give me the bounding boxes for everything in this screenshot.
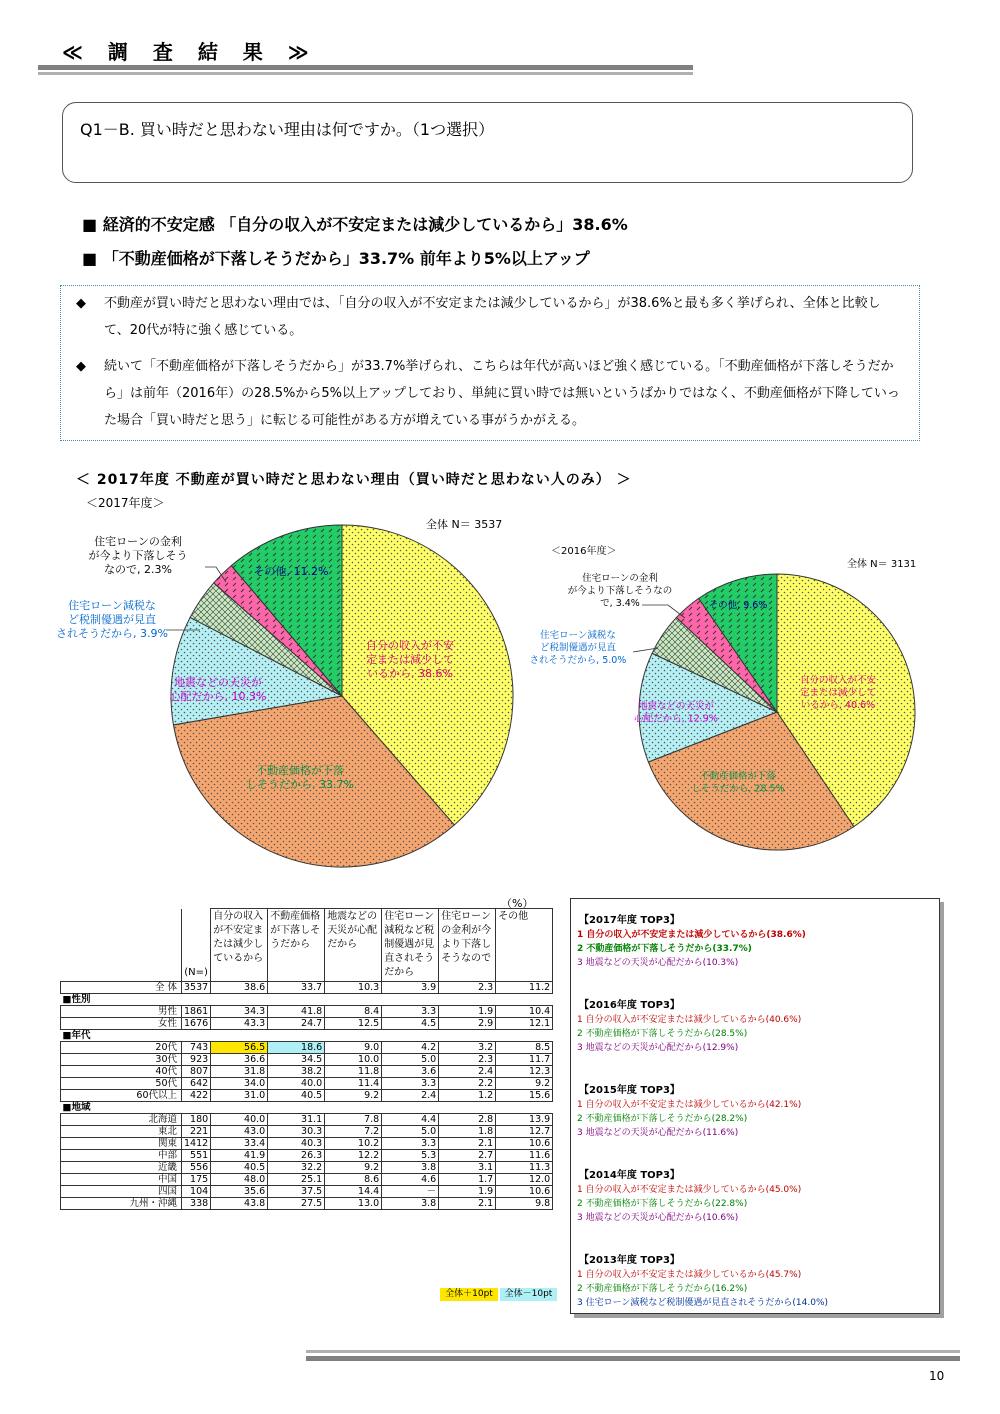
row-label: 関東 [61,1138,182,1150]
row-n: 743 [182,1042,211,1054]
table-cell: 31.8 [211,1066,268,1078]
summary-bullet-text: 続いて「不動産価格が下落しそうだから」が33.7%挙げられ、こちらは年代が高いほど強く感じている。「不動産価格が下落しそうだから」は前年（2016年）の28.5%から5%以上アップしており、単純に買い時では無いというばかりではなく、不動産価格が下降していった場合「買い時だと思う」に転じる可能性がある方が増えている事がうかがえる。 [104,359,900,428]
table-cell: 9.2 [325,1090,382,1102]
table-cell: 25.1 [268,1174,325,1186]
row-label: 近畿 [61,1162,182,1174]
table-cell: 8.5 [496,1042,553,1054]
table-row [61,982,553,994]
table-cell: 34.0 [211,1078,268,1090]
row-n: 338 [182,1198,211,1210]
top3-year-heading: 【2014年度 TOP3】 [579,1170,680,1181]
table-cell: 40.5 [211,1162,268,1174]
col-header: 不動産価格が下落しそうだから [268,909,325,982]
table-cell: 1.8 [439,1126,496,1138]
pie-slice-label: 地震などの天災が心配だから, 10.3% [169,676,267,703]
table-cell: 1.2 [439,1090,496,1102]
table-cell: 9.2 [325,1162,382,1174]
table-cell: 12.0 [496,1174,553,1186]
table-unit: （%） [501,897,534,910]
top3-item: 1 自分の収入が不安定または減少しているから(38.6%) [577,930,806,940]
table-section-row [61,994,553,1006]
top3-item: 1 自分の収入が不安定または減少しているから(42.1%) [577,1100,802,1110]
table-cell: 11.4 [325,1078,382,1090]
top3-year-heading: 【2013年度 TOP3】 [579,1255,680,1266]
top3-year-heading: 【2017年度 TOP3】 [579,915,680,926]
table-cell: 40.5 [268,1090,325,1102]
row-n: 3537 [182,982,211,994]
headline-1: ■ 経済的不安定感 「自分の収入が不安定または減少しているから」38.6% [82,215,628,234]
table-row [61,1186,553,1198]
diamond-bullet-icon: ◆ [76,296,86,311]
top3-item: 3 地震などの天災が心配だから(10.3%) [577,958,739,968]
table-cell: 11.6 [496,1150,553,1162]
table-cell: 24.7 [268,1018,325,1030]
table-cell: 3.2 [439,1042,496,1054]
top3-history-box [570,898,940,1314]
table-section-label: ■年代 [61,1030,553,1042]
table-cell: 10.6 [496,1186,553,1198]
table-cell: 11.8 [325,1066,382,1078]
n-header: (N=) [182,909,211,982]
table-cell: 18.6 [268,1042,325,1054]
pie-slice-label: その他, 9.6% [708,600,768,611]
col-header: 住宅ローンの金利が今より下落しそうなので [439,909,496,982]
row-n: 551 [182,1150,211,1162]
table-cell: 35.6 [211,1186,268,1198]
top3-item: 2 不動産価格が下落しそうだから(22.8%) [577,1199,748,1209]
table-cell: 4.4 [382,1114,439,1126]
table-cell: 14.4 [325,1186,382,1198]
table-cell: 2.1 [439,1198,496,1210]
row-label: 全 体 [61,982,182,994]
table-row [61,1066,553,1078]
footer-rule-light [306,1350,960,1353]
table-section-label: ■性別 [61,994,553,1006]
diamond-bullet-icon: ◆ [76,359,86,374]
table-cell: 11.2 [496,982,553,994]
table-cell: 9.0 [325,1042,382,1054]
table-cell: 10.3 [325,982,382,994]
row-label: 四国 [61,1186,182,1198]
row-n: 180 [182,1114,211,1126]
table-cell: 7.8 [325,1114,382,1126]
col-header: その他 [496,909,553,982]
table-cell: 33.7 [268,982,325,994]
table-row [61,1174,553,1186]
table-cell: 56.5 [211,1042,268,1054]
table-row [61,1198,553,1210]
pie-slice-label: 住宅ローンの金利が今より下落しそうなので, 3.4% [567,573,673,609]
table-cell: 11.7 [496,1054,553,1066]
table-cell: 2.4 [382,1090,439,1102]
row-n: 221 [182,1126,211,1138]
page-header-title: ≪ 調 査 結 果 ≫ [62,40,318,64]
table-cell: 1.7 [439,1174,496,1186]
row-n: 1861 [182,1006,211,1018]
row-n: 1676 [182,1018,211,1030]
table-cell: 3.9 [382,982,439,994]
table-cell: 26.3 [268,1150,325,1162]
legend-low: 全体－10pt [500,1288,557,1301]
table-cell: 4.2 [382,1042,439,1054]
pie-chart-2016 [530,572,915,850]
results-table [60,908,553,1210]
table-cell: 2.9 [439,1018,496,1030]
pie-slice-label: その他, 11.2% [253,565,329,578]
pie-2017-subtitle: ＜2017年度＞ [86,496,165,510]
table-header-row [61,909,553,982]
top3-item: 2 不動産価格が下落しそうだから(33.7%) [577,944,752,954]
table-cell: 7.2 [325,1126,382,1138]
table-cell: 15.6 [496,1090,553,1102]
page-number: 10 [929,1369,945,1383]
pie-slice-label: 住宅ローンの金利が今より下落しそうなので, 2.3% [88,535,188,576]
table-cell: 8.4 [325,1006,382,1018]
table-cell: 32.2 [268,1162,325,1174]
top3-item: 1 自分の収入が不安定または減少しているから(40.6%) [577,1015,802,1025]
top3-item: 3 住宅ローン減税など税制優遇が見直されそうだから(14.0%) [577,1298,829,1308]
row-label: 東北 [61,1126,182,1138]
table-cell: 10.4 [496,1006,553,1018]
table-cell: 33.4 [211,1138,268,1150]
table-section-row [61,1102,553,1114]
row-n: 923 [182,1054,211,1066]
row-label: 50代 [61,1078,182,1090]
table-cell: 3.8 [382,1162,439,1174]
table-cell: 1.9 [439,1186,496,1198]
table-cell: 11.3 [496,1162,553,1174]
table-cell: 30.3 [268,1126,325,1138]
table-cell: 5.0 [382,1054,439,1066]
table-section-row [61,1030,553,1042]
pie-slice-label: 不動産価格が下落しそうだから, 33.7% [246,764,354,791]
table-section-label: ■地域 [61,1102,553,1114]
table-cell: 31.0 [211,1090,268,1102]
table-cell: 10.0 [325,1054,382,1066]
row-label: 中国 [61,1174,182,1186]
pie-slice-label: 住宅ローン減税など税制優遇が見直されそうだから, 5.0% [529,630,627,666]
table-cell: 40.0 [211,1114,268,1126]
question-text: Q1－B. 買い時だと思わない理由は何ですか。（1つ選択） [80,120,495,139]
legend-high: 全体＋10pt [440,1288,498,1301]
row-n: 175 [182,1174,211,1186]
table-cell: 2.3 [439,1054,496,1066]
top3-item: 1 自分の収入が不安定または減少しているから(45.7%) [577,1270,802,1280]
table-cell: 36.6 [211,1054,268,1066]
top3-item: 2 不動産価格が下落しそうだから(16.2%) [577,1284,748,1294]
top3-item: 2 不動産価格が下落しそうだから(28.2%) [577,1114,748,1124]
table-cell: 2.8 [439,1114,496,1126]
table-corner [61,909,182,982]
row-n: 422 [182,1090,211,1102]
table-cell: 9.8 [496,1198,553,1210]
table-cell: 9.2 [496,1078,553,1090]
table-cell: 3.3 [382,1078,439,1090]
table-cell: 3.1 [439,1162,496,1174]
table-cell: 38.2 [268,1066,325,1078]
top3-item: 2 不動産価格が下落しそうだから(28.5%) [577,1029,748,1039]
table-row [61,1042,553,1054]
table-cell: 4.5 [382,1018,439,1030]
table-cell: 2.7 [439,1150,496,1162]
table-cell: 43.8 [211,1198,268,1210]
table-cell: 10.6 [496,1138,553,1150]
table-cell: 12.5 [325,1018,382,1030]
table-cell: 5.0 [382,1126,439,1138]
top3-item: 1 自分の収入が不安定または減少しているから(45.0%) [577,1185,802,1195]
chart-section-title: ＜ 2017年度 不動産が買い時だと思わない理由（買い時だと思わない人のみ） ＞ [76,472,632,488]
table-cell: 38.6 [211,982,268,994]
summary-bullet-text: 不動産が買い時だと思わない理由では、「自分の収入が不安定または減少しているから」が38.6%と最も多く挙げられ、全体と比較して、20代が特に強く感じている。 [104,296,881,338]
table-cell: 4.6 [382,1174,439,1186]
table-cell: 27.5 [268,1198,325,1210]
table-cell: 1.9 [439,1006,496,1018]
table-cell: 12.1 [496,1018,553,1030]
table-cell: 5.3 [382,1150,439,1162]
table-row [61,1078,553,1090]
pie-slice-label: 自分の収入が不安定または減少しているから, 40.6% [799,675,877,711]
pie-slice-label: 住宅ローン減税など税制優遇が見直されそうだから, 3.9% [56,599,168,640]
table-cell: 2.3 [439,982,496,994]
table-cell: 3.3 [382,1006,439,1018]
top3-item: 3 地震などの天災が心配だから(10.6%) [577,1213,739,1223]
pie-2016-n-label: 全体 N＝ 3131 [847,559,917,570]
col-header: 住宅ローン減税など税制優遇が見直されそうだから [382,909,439,982]
table-cell: 34.3 [211,1006,268,1018]
table-row [61,1150,553,1162]
table-cell: 41.9 [211,1150,268,1162]
table-cell: － [382,1186,439,1198]
table-cell: 2.4 [439,1066,496,1078]
table-cell: 31.1 [268,1114,325,1126]
table-cell: 12.2 [325,1150,382,1162]
table-cell: 48.0 [211,1174,268,1186]
table-cell: 3.8 [382,1198,439,1210]
table-cell: 2.2 [439,1078,496,1090]
table-cell: 12.7 [496,1126,553,1138]
row-label: 60代以上 [61,1090,182,1102]
table-row [61,1006,553,1018]
table-row [61,1162,553,1174]
row-label: 中部 [61,1150,182,1162]
row-n: 556 [182,1162,211,1174]
table-cell: 34.5 [268,1054,325,1066]
row-label: 40代 [61,1066,182,1078]
table-cell: 40.0 [268,1078,325,1090]
table-row [61,1090,553,1102]
footer-rule [306,1356,960,1361]
table-cell: 43.0 [211,1126,268,1138]
col-header: 自分の収入が不安定または減少しているから [211,909,268,982]
table-cell: 8.6 [325,1174,382,1186]
top3-item: 3 地震などの天災が心配だから(11.6%) [577,1128,739,1138]
table-cell: 41.8 [268,1006,325,1018]
row-label: 30代 [61,1054,182,1066]
row-n: 1412 [182,1138,211,1150]
table-row [61,1054,553,1066]
top3-year-heading: 【2015年度 TOP3】 [579,1085,680,1096]
row-label: 男性 [61,1006,182,1018]
table-row [61,1138,553,1150]
pie-2016-subtitle: ＜2016年度＞ [551,546,617,557]
row-label: 20代 [61,1042,182,1054]
table-cell: 3.6 [382,1066,439,1078]
table-cell: 13.9 [496,1114,553,1126]
row-label: 女性 [61,1018,182,1030]
table-row [61,1126,553,1138]
row-n: 642 [182,1078,211,1090]
col-header: 地震などの天災が心配だから [325,909,382,982]
pie-slice-label: 自分の収入が不安定または減少しているから, 38.6% [366,639,454,680]
row-label: 北海道 [61,1114,182,1126]
row-n: 807 [182,1066,211,1078]
pie-2017-n-label: 全体 N＝ 3537 [426,518,503,531]
row-label: 九州・沖縄 [61,1198,182,1210]
pie-chart-2017 [56,525,513,867]
table-cell: 40.3 [268,1138,325,1150]
table-row [61,1114,553,1126]
row-n: 104 [182,1186,211,1198]
pie-slice-label: 地震などの天災が心配だから, 12.9% [634,701,718,725]
headline-2: ■ 「不動産価格が下落しそうだから」33.7% 前年より5%以上アップ [82,249,590,268]
top3-year-heading: 【2016年度 TOP3】 [579,1000,680,1011]
top3-item: 3 地震などの天災が心配だから(12.9%) [577,1043,739,1053]
table-cell: 2.1 [439,1138,496,1150]
table-cell: 10.2 [325,1138,382,1150]
table-cell: 13.0 [325,1198,382,1210]
pie-slice-label: 不動産価格が下落しそうだから, 28.5% [691,771,785,795]
table-cell: 3.3 [382,1138,439,1150]
table-row [61,1018,553,1030]
table-cell: 12.3 [496,1066,553,1078]
table-cell: 37.5 [268,1186,325,1198]
table-cell: 43.3 [211,1018,268,1030]
